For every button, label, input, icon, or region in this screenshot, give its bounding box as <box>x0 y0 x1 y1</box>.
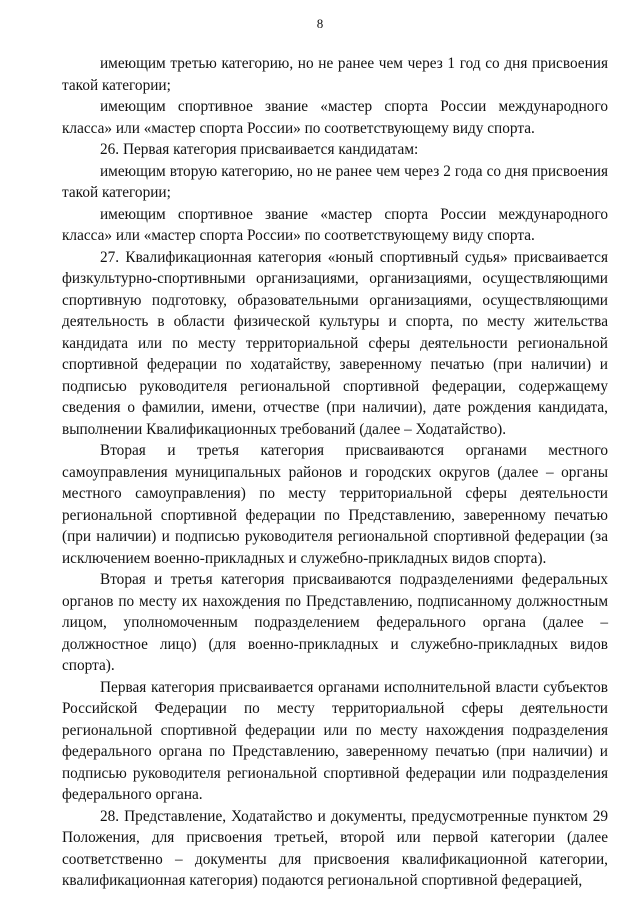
paragraph: 26. Первая категория присваивается кандидатам: <box>100 141 419 158</box>
paragraph: Вторая и третья категория присваиваются подразделениями федеральных органов по месту их нахождения по Представлению, подписанному должностным лицом, уполномоченным подразделением федерального органа (далее – должностное лицо) (для военно-прикладных и служебно-прикладных видов спорта). <box>62 571 608 674</box>
paragraph: имеющим спортивное звание «мастер спорта России международного класса» или «мастер спорта России» по соответствующему виду спорта. <box>62 98 608 137</box>
paragraph: имеющим спортивное звание «мастер спорта России международного класса» или «мастер спорта России» по соответствующему виду спорта. <box>62 205 608 244</box>
document-body <box>62 53 608 892</box>
paragraph: 27. Квалификационная категория «юный спортивный судья» присваивается физкультурно-спортивными организациями, организациями, осуществляющими спортивную подготовку, образовательными организациями, осуществляющими деятельность в области физической культуры и спорта, по месту жительства кандидата или по месту территориальной сферы деятельности региональной спортивной федерации по ходатайству, заверенному печатью (при наличии) и подписью руководителя региональной спортивной федерации, содержащему сведения о фамилии, имени, отчестве (при наличии), дате рождения кандидата, выполнении Квалификационных требований (далее – Ходатайство). <box>62 248 608 438</box>
paragraph: имеющим третью категорию, но не ранее чем через 1 год со дня присвоения такой категории; <box>62 55 608 94</box>
page-number: 8 <box>316 16 324 31</box>
paragraph: 28. Представление, Ходатайство и документы, предусмотренные пунктом 29 Положения, для присвоения третьей, второй или первой категории (далее соответственно – документы для присвоения квалификационной категории, квалификационная категория) подаются региональной спортивной федерацией, <box>62 807 608 889</box>
paragraph: Вторая и третья категория присваиваются органами местного самоуправления муниципальных районов и городских округов (далее – органы местного самоуправления) по месту территориальной сферы деятельности региональной спортивной федерации по Представлению, заверенному печатью (при наличии) и подписью руководителя региональной спортивной федерации (за исключением военно-прикладных и служебно-прикладных видов спорта). <box>62 442 608 567</box>
paragraph: Первая категория присваивается органами исполнительной власти субъектов Российской Федерации по месту территориальной сферы деятельности региональной спортивной федерации или по месту нахождения подразделения федерального органа по Представлению, заверенному печатью (при наличии) и подписью руководителя региональной спортивной федерации или подразделения федерального органа. <box>62 678 608 803</box>
paragraph: имеющим вторую категорию, но не ранее чем через 2 года со дня присвоения такой категории; <box>62 162 608 201</box>
